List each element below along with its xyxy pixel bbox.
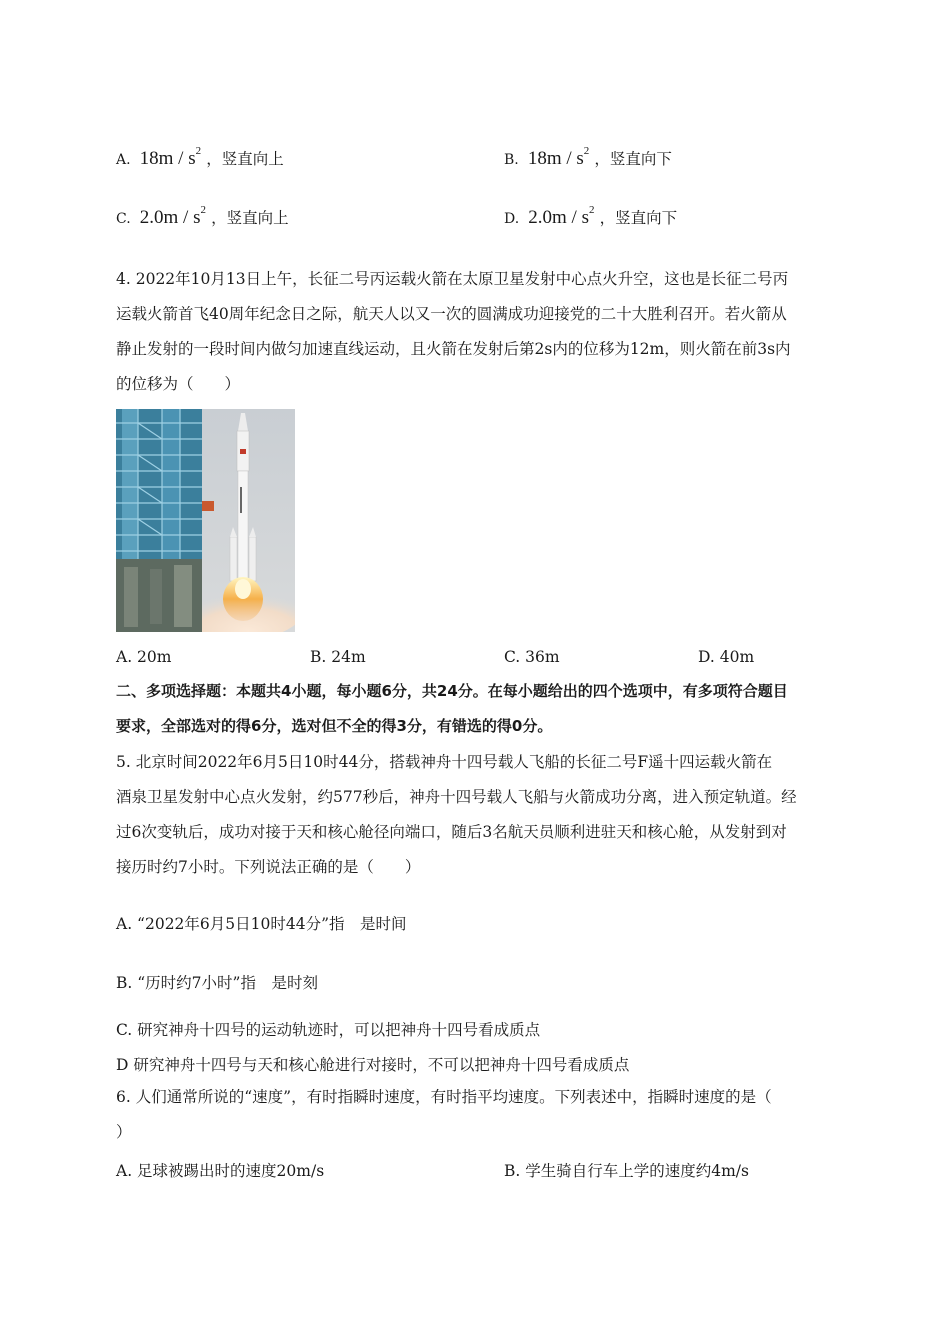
section2-line: 二、多项选择题：本题共4小题，每小题6分，共24分。在每小题给出的四个选项中，有多项符合题目 (116, 682, 788, 700)
q6-line: ） (116, 1123, 132, 1141)
q3-option-b (504, 144, 672, 170)
q5-line: 过6次变轨后，成功对接于天和核心舱径向端口，随后3名航天员顺利进驻天和核心舱，从发射到对 (116, 823, 787, 841)
q5-line: 酒泉卫星发射中心点火发射，约577秒后，神舟十四号载人飞船与火箭成功分离，进入预定轨道。经 (116, 788, 797, 806)
option-exponent: 2 (583, 144, 590, 157)
section2-line: 要求，全部选对的得6分，选对但不全的得3分，有错选的得0分。 (116, 717, 553, 735)
q4-option-c: C. 36m (504, 648, 560, 666)
q5-option-d: D 研究神舟十四号与天和核心舱进行对接时，不可以把神舟十四号看成质点 (116, 1056, 630, 1074)
option-text: ，竖直向上 (206, 150, 284, 168)
q6-line: 6. 人们通常所说的“速度”，有时指瞬时速度，有时指平均速度。下列表述中，指瞬时速度的是（ (116, 1088, 772, 1106)
q6-stem (116, 1080, 840, 1150)
option-value: 18m / s (139, 148, 196, 169)
q4-line: 4. 2022年10月13日上午，长征二号丙运载火箭在太原卫星发射中心点火升空，这也是长征二号丙 (116, 270, 789, 288)
option-value: 2.0m / s (528, 207, 589, 228)
q4-line: 的位移为（ ） (116, 375, 241, 393)
q5-line: 接历时约7小时。下列说法正确的是（ ） (116, 858, 421, 876)
q5-option-b: B. “历时约7小时”指 是时刻 (116, 974, 318, 992)
q4-option-a: A. 20m (116, 648, 172, 666)
q4-line: 静止发射的一段时间内做匀加速直线运动，且火箭在发射后第2s内的位移为12m，则火箭在前3s内 (116, 340, 791, 358)
q4-option-b: B. 24m (310, 648, 366, 666)
q4-line: 运载火箭首飞40周年纪念日之际，航天人以又一次的圆满成功迎接党的二十大胜利召开。若火箭从 (116, 305, 787, 323)
option-value: 18m / s (527, 148, 584, 169)
option-label: D. (504, 211, 520, 227)
q3-option-d (504, 203, 678, 229)
option-exponent: 2 (200, 203, 206, 216)
q3-option-a (116, 144, 284, 170)
q5-option-c: C. 研究神舟十四号的运动轨迹时，可以把神舟十四号看成质点 (116, 1021, 541, 1039)
option-value: 2.0m / s (139, 207, 201, 228)
option-text: ，竖直向下 (599, 209, 678, 227)
option-label: C. (116, 211, 131, 227)
q5-line: 5. 北京时间2022年6月5日10时44分，搭载神舟十四号载人飞船的长征二号F遥十四运载火箭在 (116, 753, 773, 771)
option-exponent: 2 (588, 203, 595, 216)
option-label: A. (116, 152, 131, 168)
section2-heading (116, 674, 840, 744)
option-exponent: 2 (195, 144, 202, 157)
q4-stem (116, 262, 840, 402)
q6-option-b: B. 学生骑自行车上学的速度约4m/s (504, 1162, 749, 1180)
q5-stem (116, 745, 840, 885)
option-text: ，竖直向上 (211, 209, 289, 227)
q5-option-a: A. “2022年6月5日10时44分”指 是时间 (116, 915, 407, 933)
q3-option-c (116, 203, 289, 229)
option-text: ，竖直向下 (594, 150, 672, 168)
option-label: B. (504, 152, 519, 168)
q4-option-d: D. 40m (698, 648, 755, 666)
q6-option-a: A. 足球被踢出时的速度20m/s (116, 1162, 325, 1180)
rocket-launch-photo (116, 409, 295, 632)
